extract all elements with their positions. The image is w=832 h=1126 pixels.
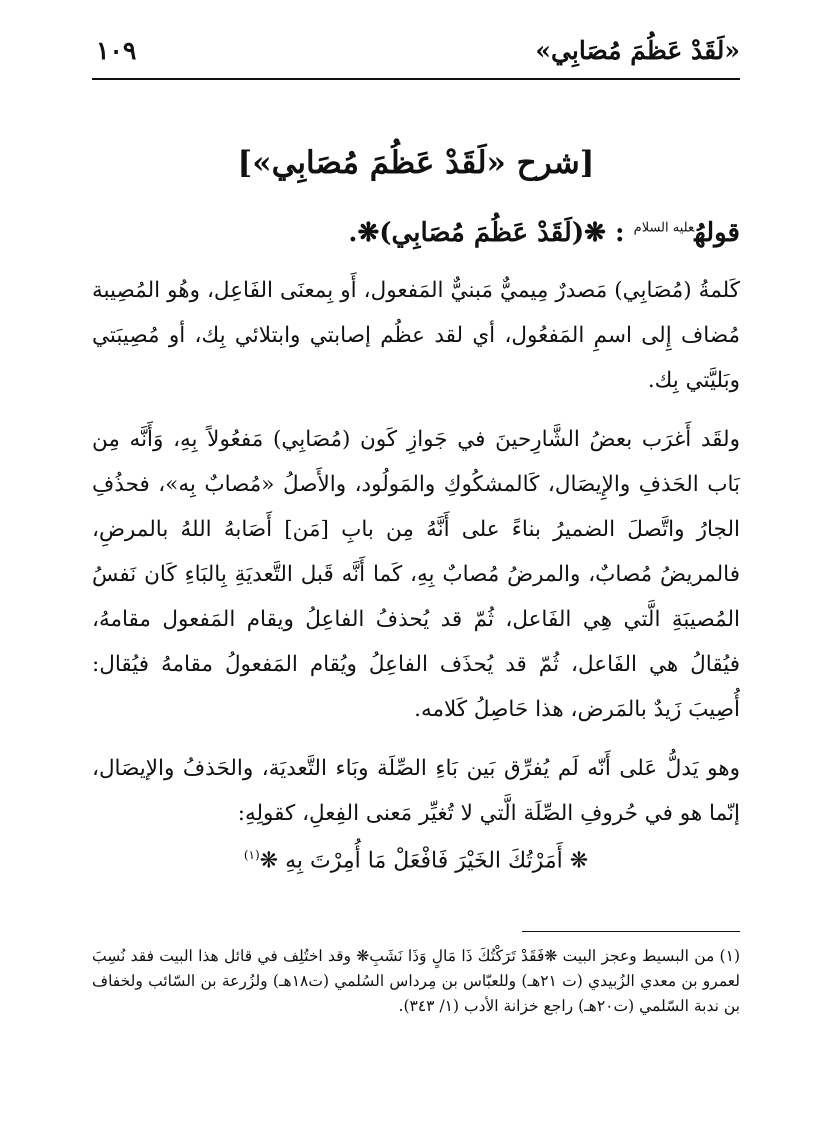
poetry-verse	[92, 848, 740, 873]
footnote-reference: (١)	[243, 848, 260, 862]
quote-lead: قولهُ	[694, 218, 740, 248]
footnote: (١) من البسيط وعجز البيت ❋فَقَدْ تَرَكْتُكَ ذَا مَالٍ وَذَا نَشَبِ❋ وقد اختُلِف في قائل هذا البيت فقد نُسِبَ لعمرو بن معدي الزُبيدي (ت ٢١هـ) وللعبّاس بن مِرداس السُلمي (ت١٨هـ) ولزُرعة بن السّائب ولخفاف بن ندبة السّلمي (ت٢٠هـ) راجع خزانة الأدب (١/ ٣٤٣).	[92, 947, 740, 1015]
quoted-phrase-line	[92, 218, 740, 248]
body-text	[92, 268, 740, 850]
verse-text: ❋ أَمَرْتُكَ الخَيْرَ فَافْعَلْ مَا أُمِرْتَ بِهِ ❋	[259, 848, 589, 874]
section-heading: [شرح «لَقَدْ عَظُمَ مُصَابِي»]	[237, 145, 595, 181]
running-title: «لَقَدْ عَظُمَ مُصَابِي»	[535, 36, 740, 65]
paragraph-2: ولقَد أَغرَب بعضُ الشَّارِحينَ في جَوازِ كَون (مُصَابِي) مَفعُولاً بِهِ، وَأَنَّه مِن بَاب الحَذفِ والإِيصَال، كَالمشكُوكِ والمَولُود، والأَصلُ «مُصابٌ بِه»، فحذُفِ الجارُ واتَّصلَ الضميرُ بناءً على أَنَّهُ مِن بابِ [مَن] أَصَابهُ اللهُ بالمرضِ، فالمريضُ مُصابٌ، والمرضُ مُصابٌ بِهِ، كَما أَنَّه قَبل التَّعديَةِ بِالبَاءِ كَان نَفسُ المُصيبَةِ الَّتي هِي الفَاعل، ثُمّ قد يُحذفُ الفاعِلُ ويقام المَفعول مقامهُ، فيُقالُ هي الفَاعل، ثُمّ قد يُحذَف الفاعِلُ ويُقام المَفعولُ مقامهُ فيُقال: أُصِيبَ زَيدٌ بالمَرض، هذا حَاصِلُ كَلامه.	[92, 427, 740, 722]
quote-text: : ❋(لَقَدْ عَظُمَ مُصَابِي)❋.	[348, 218, 625, 248]
footnote-divider	[522, 931, 740, 932]
paragraph-3: وهو يَدلُّ عَلى أَنّه لَم يُفرِّق بَين بَاءِ الصِّلَة وبَاء التَّعديَة، والحَذفُ والإيصَال، إنّما هو في حُروفِ الصِّلَة الَّتي لا تُغيِّر مَعنى الفِعلِ، كقولِهِ:	[92, 756, 740, 826]
salutation-mark: عليه السلام	[633, 220, 695, 236]
paragraph-1: كَلمةُ (مُصَابِي) مَصدرٌ مِيميٌّ مَبنيٌّ المَفعول، أَو بِمعنَى الفَاعِل، وهُو المُصِيبة مُضاف إِلى اسمِ المَفعُول، أي لقد عظُم إصابتي وابتلائي بِك، أو مُصِيبَتي وبَليَّتي بِك.	[92, 278, 740, 393]
page-header	[92, 34, 740, 80]
page-number: ١٠٩	[96, 36, 137, 65]
